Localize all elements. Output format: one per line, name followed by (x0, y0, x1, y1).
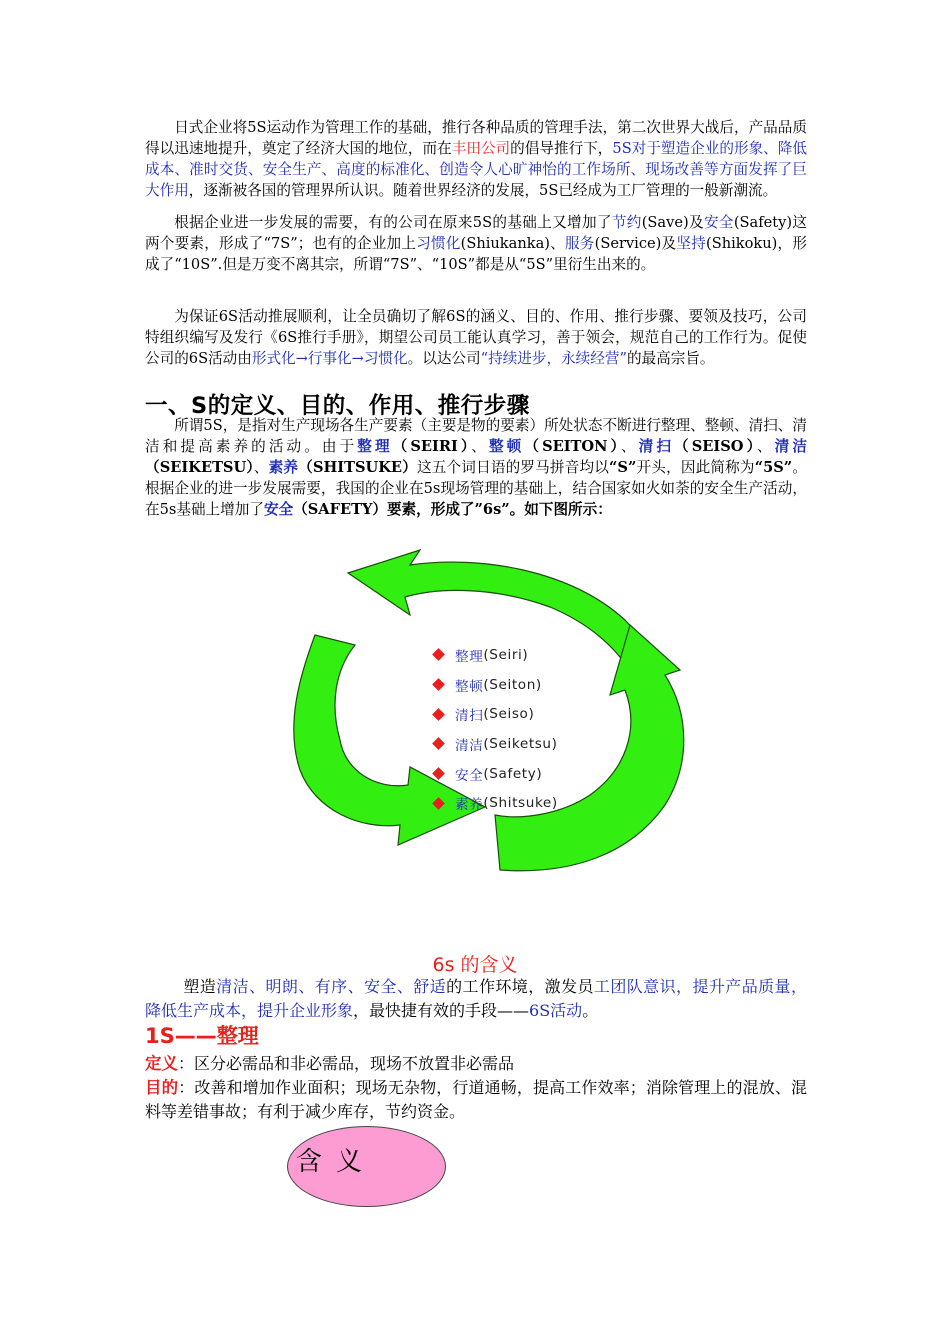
purpose-label: 目的 (145, 1078, 179, 1097)
intro-p1-highlight: 5S对于塑造企业的形象、降低成本、准时交货、安全生产、高度的标准化、创造令人心旷神怡的工作场所、现场改善等方面发挥了巨大作用 (145, 140, 807, 199)
list-item-zh: 清扫 (455, 708, 484, 725)
intro-p2-text-f: (Shikoku)，形成了“10S”.但是万变不离其宗，所谓“7S”、“10S”都是从“5S”里衍生出来的。 (145, 235, 807, 273)
diamond-bullet-icon (432, 678, 445, 691)
sep-1: 、 (471, 438, 489, 455)
intro-p1-text-a: 日式企业将5S运动作为管理工作的基础，推行各种品质的管理手法，第二次世界大战后，产品品质得以迅速地提升，奠定了经济大国的地位，而在 (145, 119, 807, 157)
intro-p2-text-d: (Shiukanka)、 (460, 235, 565, 252)
list-item-en: (Shitsuke) (483, 795, 558, 812)
list-item-safety (432, 759, 558, 789)
list-item-en: (Seiketsu) (483, 735, 558, 752)
intro-p2-text-b: (Save)及 (641, 214, 704, 231)
term-seiri: 整理 (357, 438, 393, 455)
list-item-en: (Seiton) (483, 676, 542, 693)
term-shitsuke: 素养 (268, 459, 299, 476)
meaning-g: 。 (582, 1001, 599, 1020)
list-item-zh: 安全 (455, 767, 484, 784)
term-anquan: 安全 (263, 501, 294, 518)
meaning-e: ，最快捷有效的手段—— (353, 1001, 530, 1020)
diamond-bullet-icon (432, 767, 445, 780)
intro-p3-text-c: 的最高宗旨。 (626, 350, 715, 367)
term-persist: 坚持 (676, 235, 706, 252)
diamond-bullet-icon (432, 738, 445, 751)
meaning-a: 塑造 (183, 977, 217, 996)
intro-p3-text-a: 为保证6S活动推展顺利，让全员确切了解6S的涵义、目的、作用、推行步骤、要领及技巧，公司特组织编写及发行《6S推行手册》，期望公司员工能认真学习，善于领会，规范自己的工作行为。促使公司的6S活动由 (145, 308, 807, 367)
term-seiso-en: （SEISO） (674, 438, 757, 455)
meaning-d: 工团队意识，提升产品质量，降低生产成本，提升企业形象 (145, 977, 807, 1020)
intro-p2-text-c: (Safety)这两个要素，形成了“7S”；也有的企业加上 (145, 214, 807, 252)
six-s-list (432, 640, 558, 818)
intro-p3-text-b: 。以达公司 (407, 350, 481, 367)
term-seiketsu-en: （SEIKETSU） (145, 459, 254, 476)
definition-label: 定义 (145, 1054, 178, 1073)
meaning-f: 6S活动 (529, 1001, 583, 1020)
intro-paragraph-3 (145, 306, 807, 369)
list-item-zh: 清洁 (455, 737, 484, 754)
oval-label: 含义 (296, 1147, 377, 1177)
list-item-zh: 素养 (455, 797, 484, 814)
five-s-quote: “5S” (754, 459, 793, 476)
term-shitsuke-en: （SHITSUKE） (298, 459, 417, 476)
section-body-e: （SAFETY）要素，形成了”6s”。如下图所示： (293, 501, 612, 518)
diamond-bullet-icon (432, 648, 445, 661)
section-body-d: 。根据企业的进一步发展需要，我国的企业在5s现场管理的基础上，结合国家如火如荼的安全生产活动，在5s基础上增加了 (145, 459, 807, 518)
intro-p1-text-b: 的倡导推行下， (510, 140, 613, 157)
intro-paragraph-1 (145, 117, 807, 201)
list-item-seiketsu (432, 729, 558, 759)
term-seiton-en: （SEITON） (524, 438, 621, 455)
list-item-seiton (432, 670, 558, 700)
sep-4: 、 (253, 459, 269, 476)
section-body-a: 所谓5S，是指对生产现场各生产要素（主要是物的要素）所处状态不断进行整理、整顿、清扫、清洁和提高素养的活动。由于 (145, 417, 807, 455)
term-seiri-en: （SEIRI） (392, 438, 472, 455)
diamond-bullet-icon (432, 708, 445, 721)
meaning-b: 清洁、明朗、有序、安全、舒适 (216, 977, 447, 996)
flow-text: 形式化→行事化→习惯化 (251, 350, 408, 367)
term-seiketsu: 清洁 (774, 438, 807, 455)
sep-3: 、 (756, 438, 775, 455)
meaning-c: 的工作环境，激发员 (446, 977, 594, 996)
list-item-en: (Seiso) (483, 706, 535, 723)
section-body (145, 415, 807, 520)
purpose-text: ：改善和增加作业面积；现场无杂物，行道通畅，提高工作效率；消除管理上的混放、混料等差错事故；有利于减少库存，节约资金。 (145, 1078, 807, 1121)
list-item-en: (Seiri) (483, 646, 529, 663)
definition-line (145, 1052, 807, 1076)
list-item-en: (Safety) (483, 765, 543, 782)
purpose-paragraph (145, 1076, 807, 1124)
sep-2: 、 (620, 438, 639, 455)
meaning-paragraph (145, 975, 807, 1023)
toyota-link: 丰田公司 (451, 140, 511, 157)
term-safety: 安全 (703, 214, 734, 231)
list-item-zh: 整理 (455, 648, 484, 665)
list-item-seiri (432, 640, 558, 670)
diamond-bullet-icon (432, 797, 445, 810)
definition-text: ：区分必需品和非必需品，现场不放置非必需品 (178, 1054, 515, 1073)
section-body-c: 开头，因此简称为 (636, 459, 755, 476)
term-service: 服务 (565, 235, 595, 252)
diagram-caption: 6s 的含义 (432, 954, 518, 976)
s-quote: “S” (609, 459, 637, 476)
intro-p1-text-d: ，逐渐被各国的管理界所认识。随着世界经济的发展，5S已经成为工厂管理的一般新潮流。 (188, 182, 778, 199)
meaning-oval (287, 1126, 446, 1207)
section-heading: 一、S的定义、目的、作用、推行步骤 (145, 393, 530, 419)
motto-text: “持续进步，永续经营” (480, 350, 627, 367)
list-item-seiso (432, 699, 558, 729)
term-save: 节约 (611, 214, 642, 231)
list-item-shitsuke (432, 788, 558, 818)
seiri-heading: 1S——整理 (145, 1024, 259, 1048)
intro-paragraph-2 (145, 212, 807, 275)
list-item-zh: 整顿 (455, 678, 484, 695)
intro-p2-text-a: 根据企业进一步发展的需要，有的公司在原来5S的基础上又增加了 (174, 214, 612, 231)
intro-p2-text-e: (Service)及 (594, 235, 677, 252)
term-seiso: 清扫 (638, 438, 675, 455)
section-body-b: 这五个词日语的罗马拼音均以 (416, 459, 610, 476)
term-habit: 习惯化 (416, 235, 461, 252)
term-seiton: 整顿 (488, 438, 525, 455)
